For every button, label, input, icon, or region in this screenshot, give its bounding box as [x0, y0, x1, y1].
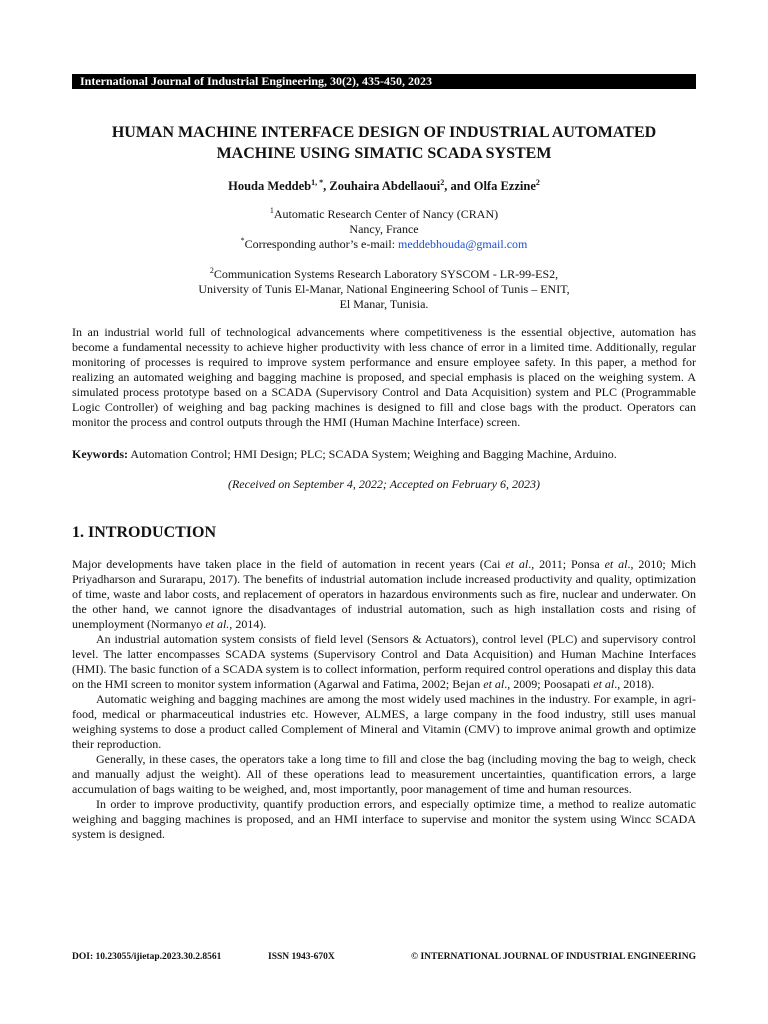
affil-1-mark: 1 — [269, 206, 274, 215]
author-2-affil-mark: 2 — [440, 177, 445, 187]
author-3-affil-mark: 2 — [535, 177, 540, 187]
author-1: Houda Meddeb — [228, 179, 312, 193]
keywords-list: Automation Control; HMI Design; PLC; SCADA System; Weighing and Bagging Machine, Arduino. — [128, 447, 617, 461]
received-dates: (Received on September 4, 2022; Accepted on February 6, 2023) — [227, 477, 540, 491]
corr-mark: * — [240, 236, 245, 245]
author-list — [72, 178, 696, 194]
author-3: , and Olfa Ezzine — [444, 179, 536, 193]
corr-label: Corresponding author’s e-mail: — [244, 237, 399, 251]
journal-header-bar — [72, 74, 696, 89]
author-1-affil-mark: 1, * — [311, 177, 324, 187]
affil-1-line-2: Nancy, France — [349, 222, 419, 236]
abstract: In an industrial world full of technological advancements where competitiveness is the essential objective, automation has become a fundamental necessity to achieve higher productivity with less chance of error in a limited time. Additionally, regular monitoring of processes is required to improve system performance and ensure employee safety. In this paper, a method for realizing an automated weighing and bagging machine is proposed, and special emphasis is placed on the weighing system. A simulated process prototype based on a SCADA (Supervisory Control and Data Acquisition) system and PLC (Programmable Logic Controller) of weighing and bag packing machines is designed to fill and close bags with the product. Operators can monitor the process and control outputs through the HMI (Human Machine Interface) screen. — [72, 325, 696, 429]
paper-title — [72, 122, 696, 164]
affil-2-line-1: Communication Systems Research Laboratory SYSCOM - LR-99-ES2, — [213, 267, 559, 281]
affil-2-line-2: University of Tunis El-Manar, National Engineering School of Tunis – ENIT, — [198, 282, 570, 296]
title-line-1: HUMAN MACHINE INTERFACE DESIGN OF INDUSTRIAL AUTOMATED — [111, 124, 657, 141]
paragraph-5: In order to improve productivity, quantify production errors, and especially optimize time, a method to realize automatic weighing and bagging machines is proposed, and an HMI interface to supervise and monitor the system using Wincc SCADA system is designed. — [72, 797, 696, 841]
corresponding-author — [72, 237, 696, 252]
paragraph-2: An industrial automation system consists of field level (Sensors & Actuators), control level (PLC) and supervisory control level. The latter encompasses SCADA systems (Supervisory Control and Data Acquisition) and Human Machine Interfaces (HMI). The basic function of a SCADA system is to collect information, perform required control operations and display this data on the HMI screen to monitor system information (Agarwal and Fatima, 2002; Bejan et al., 2009; Poosapati et al., 2018). — [72, 632, 696, 691]
paragraph-4: Generally, in these cases, the operators take a long time to fill and close the bag (including moving the bag to weigh, check and manually adjust the weight). All of these operations lead to measurement uncertainties, quantification errors, a large accumulation of bags waiting to be weighed, and, most importantly, poor management of time and human resources. — [72, 752, 696, 796]
affiliation-1 — [72, 207, 696, 252]
affil-1-line-1: Automatic Research Center of Nancy (CRAN) — [273, 207, 499, 221]
author-2: , Zouhaira Abdellaoui — [323, 179, 441, 193]
introduction-body — [72, 557, 696, 842]
paragraph-3: Automatic weighing and bagging machines are among the most widely used machines in the industry. For example, in agri-food, medical or pharmaceutical industries etc. However, ALMES, a large company in the food industry, still uses manual weighing systems to dose a product called Complement of Mineral and Vitamin (CMV) to improve animal growth and optimize their reproduction. — [72, 692, 696, 751]
keywords-label: Keywords: — [72, 447, 128, 461]
keywords — [72, 447, 696, 462]
journal-citation: International Journal of Industrial Engineering, 30(2), 435-450, 2023 — [80, 74, 433, 88]
corresponding-email-link[interactable]: meddebhouda@gmail.com — [398, 237, 528, 251]
affil-2-mark: 2 — [209, 266, 214, 275]
affil-2-line-3: El Manar, Tunisia. — [339, 297, 429, 311]
title-line-2: MACHINE USING SIMATIC SCADA SYSTEM — [216, 145, 552, 162]
issn: ISSN 1943-670X — [268, 952, 335, 962]
doi: DOI: 10.23055/ijietap.2023.30.2.8561 — [72, 952, 222, 962]
copyright: © INTERNATIONAL JOURNAL OF INDUSTRIAL ENGINEERING — [410, 952, 696, 962]
affiliation-2 — [72, 267, 696, 312]
paragraph-1: Major developments have taken place in the field of automation in recent years (Cai et al., 2011; Ponsa et al., 2010; Mich Priyadharson and Surarapu, 2017). The benefits of industrial automation include increased productivity and quality, optimization of time, waste and labor costs, and replacement of operators in hazardous environments such as fire, nuclear and underwater. On the other hand, we cannot ignore the disadvantages of industrial automation, such as high installation costs and rising of unemployment (Normanyo et al., 2014). — [72, 557, 696, 631]
page-footer — [72, 950, 696, 964]
section-heading-introduction: 1. INTRODUCTION — [72, 524, 217, 541]
